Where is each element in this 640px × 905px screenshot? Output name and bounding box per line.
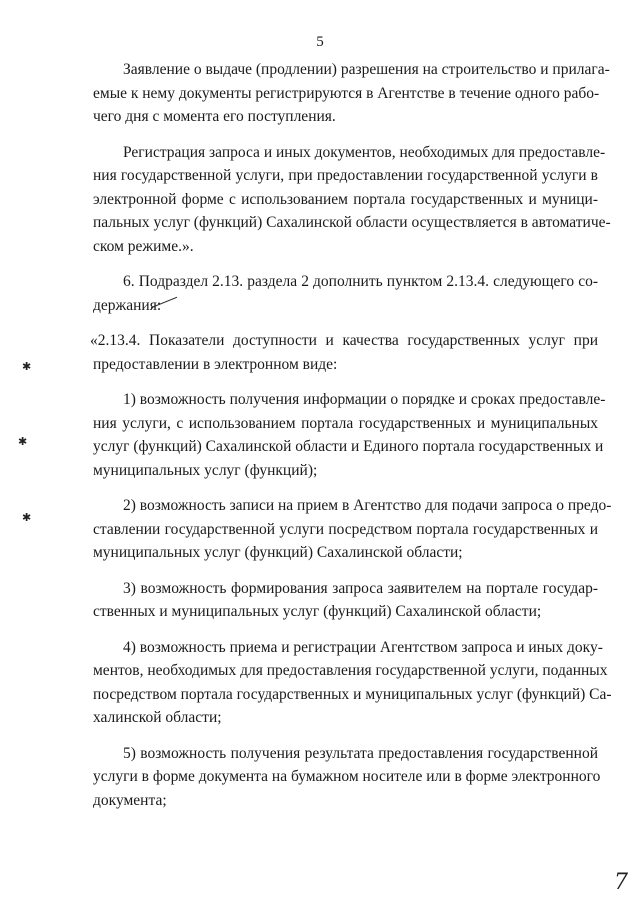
text-line: ском режиме.».	[93, 237, 194, 255]
text-line: ственных и муниципальных услуг (функций) Сахалинской области;	[93, 603, 542, 620]
text-line: услуги в форме документа на бумажном носителе или в форме электронного	[93, 768, 601, 785]
text-line: муниципальных услуг (функций);	[93, 461, 318, 479]
text-line: пальных услуг (функций) Сахалинской области осуществляется в автоматиче-	[93, 214, 611, 231]
text-line: 5) возможность получения результата предоставления государственной	[123, 744, 598, 762]
paragraph-electronic-registration	[93, 141, 611, 259]
text-line: посредством портала государственных и муниципальных услуг (функций) Са-	[93, 685, 612, 703]
text-line: электронной форме с использованием портала государственных и муници-	[93, 190, 598, 208]
paragraph-2-13-4	[90, 329, 598, 376]
page-number: 5	[316, 34, 324, 50]
list-item-2	[93, 494, 612, 565]
text-line: Заявление о выдаче (продлении) разрешения на строительство и прилага-	[123, 61, 610, 78]
list-item-3	[93, 577, 598, 624]
text-line: 2) возможность записи на прием в Агентство для подачи запроса о предо-	[123, 497, 612, 514]
text-line: держания:	[93, 296, 162, 314]
text-line: 4) возможность приема и регистрации Агентством запроса и иных доку-	[123, 638, 603, 656]
text-line: «2.13.4. Показатели доступности и качества государственных услуг при	[90, 332, 598, 349]
text-line: услуг (функций) Сахалинской области и Единого портала государственных и	[93, 438, 604, 455]
document-body	[90, 58, 612, 812]
text-line: 1) возможность получения информации о порядке и сроках предоставле-	[123, 391, 606, 408]
margin-dot-3: ✱	[22, 512, 32, 524]
text-line: 6. Подраздел 2.13. раздела 2 дополнить пунктом 2.13.4. следующего со-	[123, 273, 598, 290]
text-line: ставлении государственной услуги посредством портала государственных и	[93, 520, 598, 538]
text-line: документа;	[93, 791, 167, 809]
text-line: муниципальных услуг (функций) Сахалинской области;	[93, 544, 463, 561]
margin-dot-1: ✱	[22, 361, 32, 373]
paragraph-registration-deadline	[93, 58, 610, 129]
text-line: ментов, необходимых для предоставления государственной услуги, поданных	[93, 662, 608, 679]
text-line: халинской области;	[93, 709, 222, 726]
list-item-5	[93, 742, 601, 813]
text-line: емые к нему документы регистрируются в Агентстве в течение одного рабо-	[93, 84, 600, 102]
handwritten-page-mark: 7	[614, 870, 628, 895]
text-line: предоставлении в электронном виде:	[93, 355, 338, 373]
list-item-4	[93, 636, 612, 730]
text-line: Регистрация запроса и иных документов, необходимых для предоставле-	[123, 143, 606, 161]
text-line: 3) возможность формирования запроса заявителем на портале государ-	[123, 579, 598, 597]
text-line: ния государственной услуги, при предоставлении государственной услуги в	[93, 167, 598, 184]
list-item-1	[93, 388, 606, 482]
margin-dot-2: ✱	[18, 436, 28, 448]
paragraph-amendment-6	[93, 270, 598, 317]
text-line: ния услуги, с использованием портала государственных и муниципальных	[93, 414, 598, 432]
text-line: чего дня с момента его поступления.	[93, 108, 336, 125]
